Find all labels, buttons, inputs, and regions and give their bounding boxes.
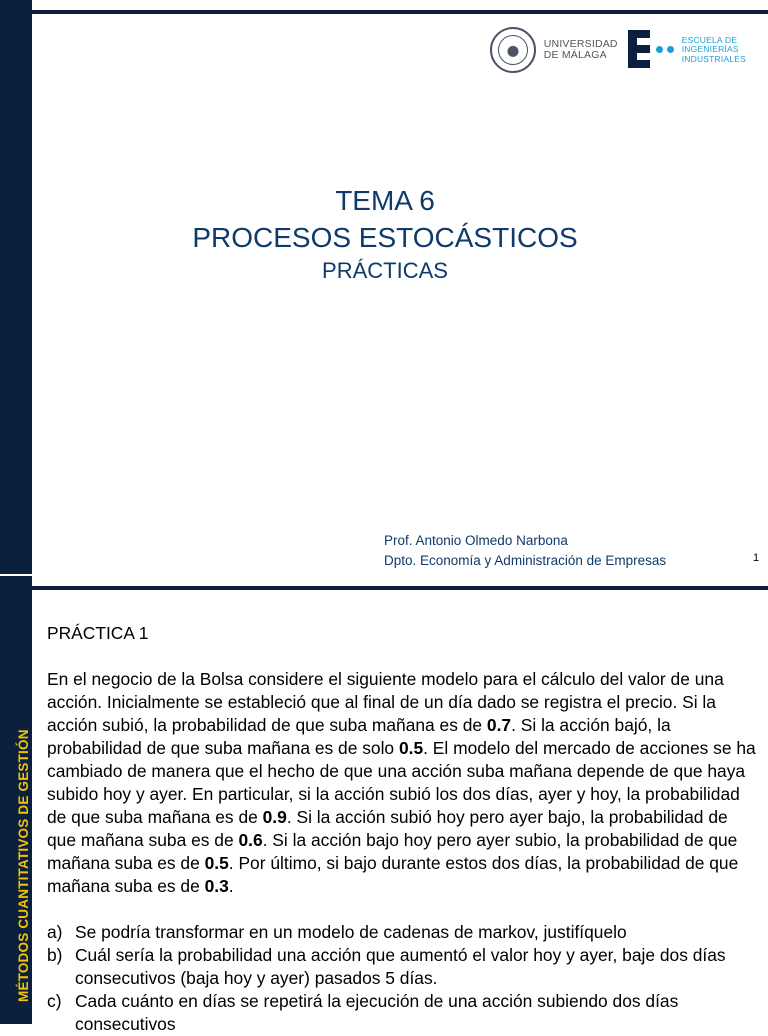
slide-2 — [32, 0, 768, 1034]
school-name-line3: INDUSTRIALES — [681, 53, 746, 64]
question-text: Cada cuánto en días se repetirá la ejecución de una acción subiendo dos días consecutivos — [75, 991, 679, 1034]
probability-value: 0.3 — [204, 876, 229, 896]
question-item — [47, 990, 757, 1036]
probability-value: 0.7 — [486, 715, 512, 735]
exercise-heading: PRÁCTICA 1 — [47, 623, 149, 643]
statement-text: . Si la acción subió hoy pero ayer bajo, la probabilidad de que mañana suba es de — [47, 807, 728, 850]
exercise-statement — [47, 668, 757, 898]
author-name: Prof. Antonio Olmedo Narbona — [384, 533, 568, 548]
probability-value: 0.6 — [238, 830, 263, 850]
question-item — [47, 921, 757, 944]
question-item — [47, 944, 757, 990]
question-label: b) — [47, 945, 63, 965]
page-number: 1 — [753, 552, 760, 564]
statement-text: . El modelo del mercado de acciones se ha cambiado de manera que el hecho de que una acción suba mañana depende de que haya subido hoy y ayer. En particular, si la acción subió los dos días, ayer y hoy, la probabilidad de que suba mañana es de — [47, 738, 756, 827]
sidebar — [0, 0, 32, 1024]
probability-value: 0.5 — [398, 738, 424, 758]
sidebar-divider — [0, 574, 32, 576]
statement-text: . Si la acción bajó, la probabilidad de que suba mañana es de solo — [47, 715, 671, 758]
sidebar-label: MÉTODOS CUANTITATIVOS DE GESTIÓN — [16, 729, 31, 1002]
exercise-content — [47, 622, 757, 1036]
statement-text: En el negocio de la Bolsa considere el siguiente modelo para el cálculo del valor de una acción. Inicialmente se estableció que al final de un día dado se registra el precio. Si la acción subió, la probabilidad de que suba mañana es de — [47, 669, 724, 735]
school-name-line1: ESCUELA DE — [681, 34, 738, 45]
title-topic: TEMA 6 — [335, 185, 435, 216]
school-name-line2: INGENIERÍAS — [681, 44, 739, 55]
university-name-line2: DE MÁLAGA — [543, 49, 607, 61]
statement-text: . Si la acción bajo hoy pero ayer subio, la probabilidad de que mañana suba es de — [47, 830, 738, 873]
statement-text: . — [228, 876, 234, 896]
title-subject: PROCESOS ESTOCÁSTICOS — [192, 222, 578, 253]
question-text: Se podría transformar en un modelo de cadenas de markov, justifíquelo — [75, 922, 627, 942]
author-department: Dpto. Economía y Administración de Empresas — [384, 553, 667, 568]
statement-text: . Por último, si bajo durante estos dos días, la probabilidad de que mañana suba es de — [47, 853, 739, 896]
probability-value: 0.5 — [204, 853, 229, 873]
question-text: Cuál sería la probabilidad una acción que aumentó el valor hoy y ayer, baje dos días consecutivos (baja hoy y ayer) pasados 5 días. — [75, 945, 726, 988]
title-subtitle: PRÁCTICAS — [322, 258, 448, 283]
probability-value: 0.9 — [262, 807, 287, 827]
question-list — [47, 921, 757, 1036]
university-name-line1: UNIVERSIDAD — [543, 38, 618, 50]
question-label: a) — [47, 922, 63, 942]
question-label: c) — [47, 991, 62, 1011]
